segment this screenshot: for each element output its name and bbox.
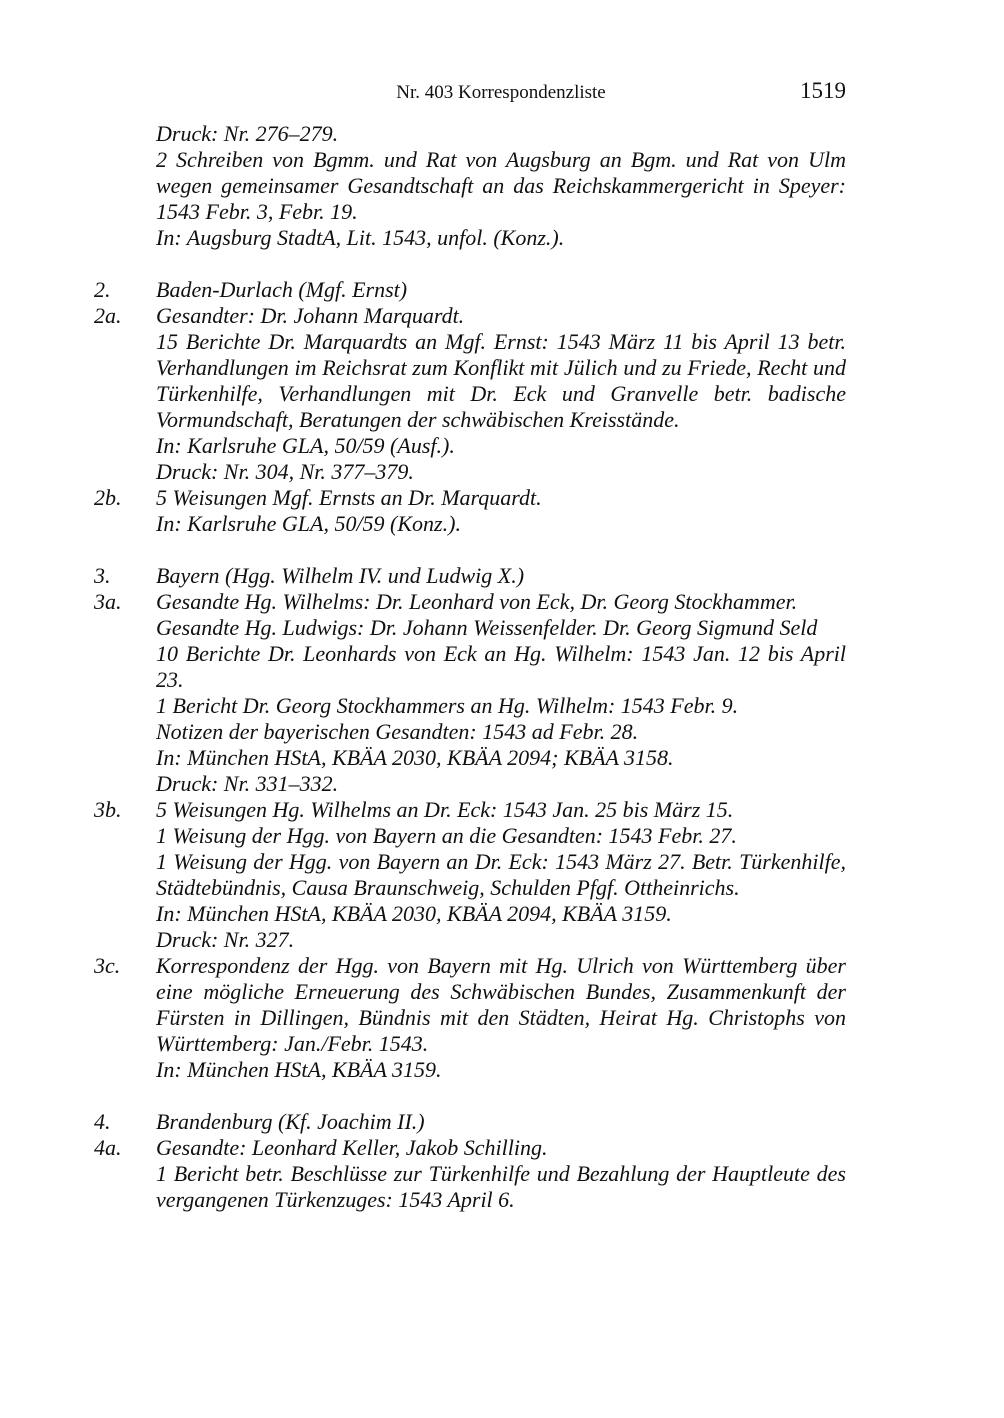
section-gap	[94, 1083, 846, 1109]
entry-body	[156, 563, 846, 589]
entry-line: Gesandter: Dr. Johann Marquardt.	[156, 303, 465, 328]
entry-line: Notizen der bayerischen Gesandten: 1543 ad Febr. 28.	[156, 719, 639, 744]
entry-line: Druck: Nr. 331–332.	[156, 771, 339, 796]
list-entry-3	[94, 563, 846, 589]
correspondence-list	[94, 121, 846, 1213]
list-entry-4	[94, 1109, 846, 1135]
entry-line: 1 Weisung der Hgg. von Bayern an Dr. Eck: 1543 März 27. Betr. Türkenhilfe, Städtebündnis, Causa Braunschweig, Schulden Pfgf. Ottheinrichs.	[156, 849, 846, 900]
entry-line: Bayern (Hgg. Wilhelm IV. und Ludwig X.)	[156, 563, 525, 588]
entry-line: 1 Bericht betr. Beschlüsse zur Türkenhilfe und Bezahlung der Hauptleute des vergangenen Türkenzuges: 1543 April 6.	[156, 1161, 846, 1212]
entry-line: Gesandte Hg. Wilhelms: Dr. Leonhard von Eck, Dr. Georg Stockhammer.	[156, 589, 798, 614]
entry-number: 4.	[94, 1109, 111, 1134]
entry-number: 2.	[94, 277, 111, 302]
list-entry-2a	[94, 303, 846, 485]
entry-body	[156, 589, 846, 797]
entry-line: In: München HStA, KBÄA 3159.	[156, 1057, 442, 1082]
entry-body	[156, 303, 846, 485]
running-header	[156, 78, 846, 110]
entry-line: In: Augsburg StadtA, Lit. 1543, unfol. (Konz.).	[156, 225, 565, 250]
entry-line: Druck: Nr. 276–279.	[156, 121, 339, 146]
entry-line: Brandenburg (Kf. Joachim II.)	[156, 1109, 425, 1134]
entry-line: 10 Berichte Dr. Leonhards von Eck an Hg. Wilhelm: 1543 Jan. 12 bis April 23.	[156, 641, 846, 692]
header-title: Nr. 403 Korrespondenzliste	[396, 82, 606, 103]
entry-line: In: Karlsruhe GLA, 50/59 (Konz.).	[156, 511, 461, 536]
list-entry-3a	[94, 589, 846, 797]
entry-number: 3c.	[94, 953, 121, 978]
entry-number: 2b.	[94, 485, 122, 510]
entry-body	[156, 797, 846, 953]
entry-body	[156, 485, 846, 537]
entry-line: 5 Weisungen Mgf. Ernsts an Dr. Marquardt.	[156, 485, 542, 510]
entry-line: In: München HStA, KBÄA 2030, KBÄA 2094, KBÄA 3159.	[156, 901, 672, 926]
entry-line: 5 Weisungen Hg. Wilhelms an Dr. Eck: 1543 Jan. 25 bis März 15.	[156, 797, 734, 822]
entry-line: Druck: Nr. 327.	[156, 927, 295, 952]
entry-number	[94, 121, 156, 251]
entry-line: 2 Schreiben von Bgmm. und Rat von Augsburg an Bgm. und Rat von Ulm wegen gemeinsamer Gesandtschaft an das Reichskammergericht in Speyer: 1543 Febr. 3, Febr. 19.	[156, 147, 846, 224]
list-entry-3c	[94, 953, 846, 1083]
entry-number: 3a.	[94, 589, 122, 614]
entry-body	[156, 953, 846, 1083]
entry-body	[156, 121, 846, 251]
entry-line: Korrespondenz der Hgg. von Bayern mit Hg. Ulrich von Württemberg über eine mögliche Erneuerung des Schwäbischen Bundes, Zusammenkunft der Fürsten in Dillingen, Bündnis mit den Städten, Heirat Hg. Christophs von Württemberg: Jan./Febr. 1543.	[156, 953, 846, 1056]
entry-line: 15 Berichte Dr. Marquardts an Mgf. Ernst: 1543 März 11 bis April 13 betr. Verhandlungen im Reichsrat zum Konflikt mit Jülich und zu Friede, Recht und Türkenhilfe, Verhandlungen mit Dr. Eck und Granvelle betr. badische Vormundschaft, Beratungen der schwäbischen Kreisstände.	[156, 329, 846, 432]
entry-line: Druck: Nr. 304, Nr. 377–379.	[156, 459, 414, 484]
list-entry-4a	[94, 1135, 846, 1213]
list-entry-3b	[94, 797, 846, 953]
entry-line: 1 Weisung der Hgg. von Bayern an die Gesandten: 1543 Febr. 27.	[156, 823, 737, 848]
entry-line: Gesandte: Leonhard Keller, Jakob Schilling.	[156, 1135, 548, 1160]
section-gap	[94, 537, 846, 563]
list-entry-1-cont	[94, 121, 846, 251]
entry-number: 3.	[94, 563, 111, 588]
page-number: 1519	[800, 78, 846, 103]
entry-line: Baden-Durlach (Mgf. Ernst)	[156, 277, 408, 302]
entry-number: 3b.	[94, 797, 122, 822]
section-gap	[94, 251, 846, 277]
entry-body	[156, 1135, 846, 1213]
entry-body	[156, 277, 846, 303]
list-entry-2b	[94, 485, 846, 537]
entry-line: In: Karlsruhe GLA, 50/59 (Ausf.).	[156, 433, 455, 458]
entry-number: 2a.	[94, 303, 122, 328]
entry-line: 1 Bericht Dr. Georg Stockhammers an Hg. Wilhelm: 1543 Febr. 9.	[156, 693, 739, 718]
list-entry-2	[94, 277, 846, 303]
entry-body	[156, 1109, 846, 1135]
entry-line: Gesandte Hg. Ludwigs: Dr. Johann Weissenfelder. Dr. Georg Sigmund Seld	[156, 615, 818, 640]
entry-line: In: München HStA, KBÄA 2030, KBÄA 2094; KBÄA 3158.	[156, 745, 674, 770]
entry-number: 4a.	[94, 1135, 122, 1160]
